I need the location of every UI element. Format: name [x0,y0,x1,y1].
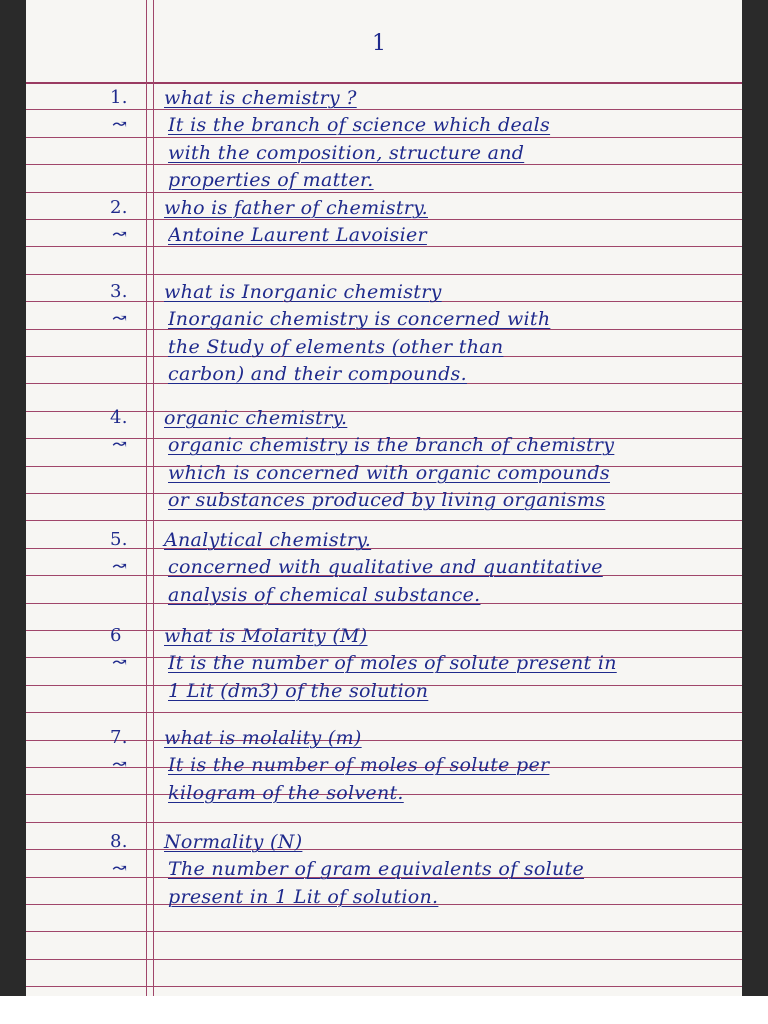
question-text: what is Inorganic chemistry [164,281,442,303]
answer-line: organic chemistry is the branch of chemistry [168,434,615,457]
margin-line-right [153,0,154,996]
ruled-line [26,931,742,932]
answer-line: concerned with qualitative and quantitative [168,556,603,579]
ruled-line [26,849,742,850]
answer-line: It is the number of moles of solute per [168,754,550,777]
answer-arrow-icon: ↝ [112,858,128,880]
answer-line: or substances produced by living organisms [168,489,606,512]
ruled-line [26,274,742,275]
answer-arrow-icon: ↝ [112,434,128,456]
answer-arrow-icon: ↝ [112,224,128,246]
answer-line: Antoine Laurent Lavoisier [168,224,427,247]
answer-arrow-icon: ↝ [112,114,128,136]
answer-line: kilogram of the solvent. [168,781,404,804]
answer-line: present in 1 Lit of solution. [168,885,439,908]
answer-line: The number of gram equivalents of solute [168,858,585,881]
ruled-line [26,109,742,110]
question-number: 7. [110,727,128,748]
answer-arrow-icon: ↝ [112,556,128,578]
question-number: 8. [110,831,128,852]
answer-line: It is the branch of science which deals [168,114,551,137]
margin-line-left [146,0,147,996]
question-text: Analytical chemistry. [164,529,372,551]
question-text: who is father of chemistry. [164,197,428,219]
ruled-line [26,712,742,713]
ruled-line [26,822,742,823]
question-number: 1. [110,87,128,108]
answer-arrow-icon: ↝ [112,308,128,330]
question-text: what is chemistry ? [164,87,357,109]
question-text: what is Molarity (M) [164,625,368,647]
answer-line: 1 Lit (dm3) of the solution [168,679,429,702]
question-number: 4. [110,407,128,428]
page-number: 1 [372,31,387,56]
ruled-line [26,548,742,549]
answer-line: It is the number of moles of solute present in [168,652,617,675]
answer-line: with the composition, structure and [168,141,525,164]
answer-line: analysis of chemical substance. [168,583,481,606]
question-text: Normality (N) [164,831,303,853]
notebook-page [26,0,742,996]
question-number: 3. [110,281,128,302]
answer-line: properties of matter. [168,169,374,192]
ruled-line [26,959,742,960]
answer-line: Inorganic chemistry is concerned with [168,308,551,331]
ruled-line [26,630,742,631]
question-text: what is molality (m) [164,727,362,749]
question-text: organic chemistry. [164,407,348,429]
answer-arrow-icon: ↝ [112,754,128,776]
question-number: 6 [110,625,122,646]
question-number: 5. [110,529,128,550]
answer-line: the Study of elements (other than [168,335,504,358]
answer-arrow-icon: ↝ [112,652,128,674]
ruled-line [26,986,742,987]
ruled-line [26,520,742,521]
ruled-line [26,82,742,84]
ruled-line [26,411,742,412]
ruled-line [26,740,742,741]
page-bottom-edge [0,996,768,1024]
question-number: 2. [110,197,128,218]
answer-line: which is concerned with organic compounds [168,461,610,484]
answer-line: carbon) and their compounds. [168,363,467,386]
